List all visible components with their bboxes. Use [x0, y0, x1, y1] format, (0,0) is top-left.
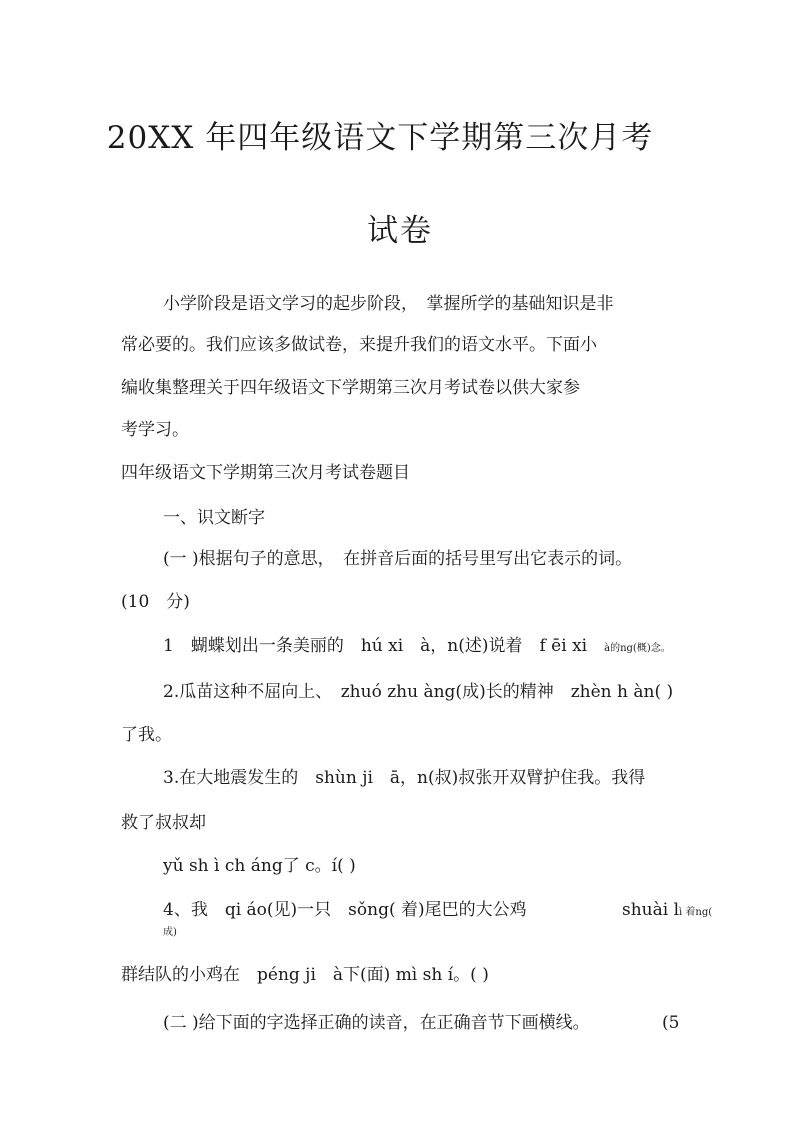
question-1-text: 1 蝴蝶划出一条美丽的 hú xi à，n(述)说着 f ēi xi: [163, 636, 605, 656]
question-4-line-2: 群结队的小鸡在 péng ji à下(面) mì sh í。( ): [121, 965, 489, 985]
question-1: [163, 638, 671, 655]
question-4-right: [622, 902, 712, 919]
intro-line-1: 小学阶段是语文学习的起步阶段， 掌握所学的基础知识是非: [163, 294, 614, 314]
part1-sub1-line-2: (10 分): [121, 592, 190, 612]
intro-line-3: 编收集整理关于四年级语文下学期第三次月考试卷以供大家参: [121, 378, 580, 398]
intro-line-2: 常必要的。我们应该多做试卷，来提升我们的语文水平。下面小: [121, 335, 597, 355]
part1-sub2-line-1: (二 )给下面的字选择正确的读音，在正确音节下画横线。: [163, 1013, 590, 1033]
document-title-line1: 20XX 年四年级语文下学期第三次月考: [106, 120, 654, 156]
question-3-line-3: yǔ sh ì ch áng了 c。í( ): [163, 856, 356, 876]
question-3-line-1: 3.在大地震发生的 shùn ji ā，n(叔)叔张开双臂护住我。我得: [163, 768, 646, 788]
question-4-right-text: shuài l: [622, 900, 680, 920]
question-4-wrap: 成): [163, 927, 177, 938]
part1-heading: 一、识文断字: [163, 508, 265, 528]
section-title: 四年级语文下学期第三次月考试卷题目: [121, 463, 410, 483]
question-4-right-small-text: ì 着ng(: [679, 907, 713, 918]
question-1-small-text: à的ng(概)念。: [604, 643, 671, 654]
intro-line-4: 考学习。: [121, 420, 189, 440]
part1-sub1-line-1: (一 )根据句子的意思， 在拼音后面的括号里写出它表示的词。: [163, 549, 633, 569]
question-3-line-2: 救了叔叔却: [121, 813, 206, 833]
question-2-line-1: 2.瓜苗这种不屈向上、 zhuó zhu àng(成)长的精神 zhèn h àn( ): [163, 682, 674, 702]
question-2-line-2: 了我。: [121, 725, 172, 745]
document-title-line2: 试卷: [367, 213, 433, 249]
part1-sub2-right: (5: [662, 1013, 680, 1033]
question-4-line-1: 4、我 qi áo(见)一只 sǒng( 着)尾巴的大公鸡: [163, 900, 527, 920]
